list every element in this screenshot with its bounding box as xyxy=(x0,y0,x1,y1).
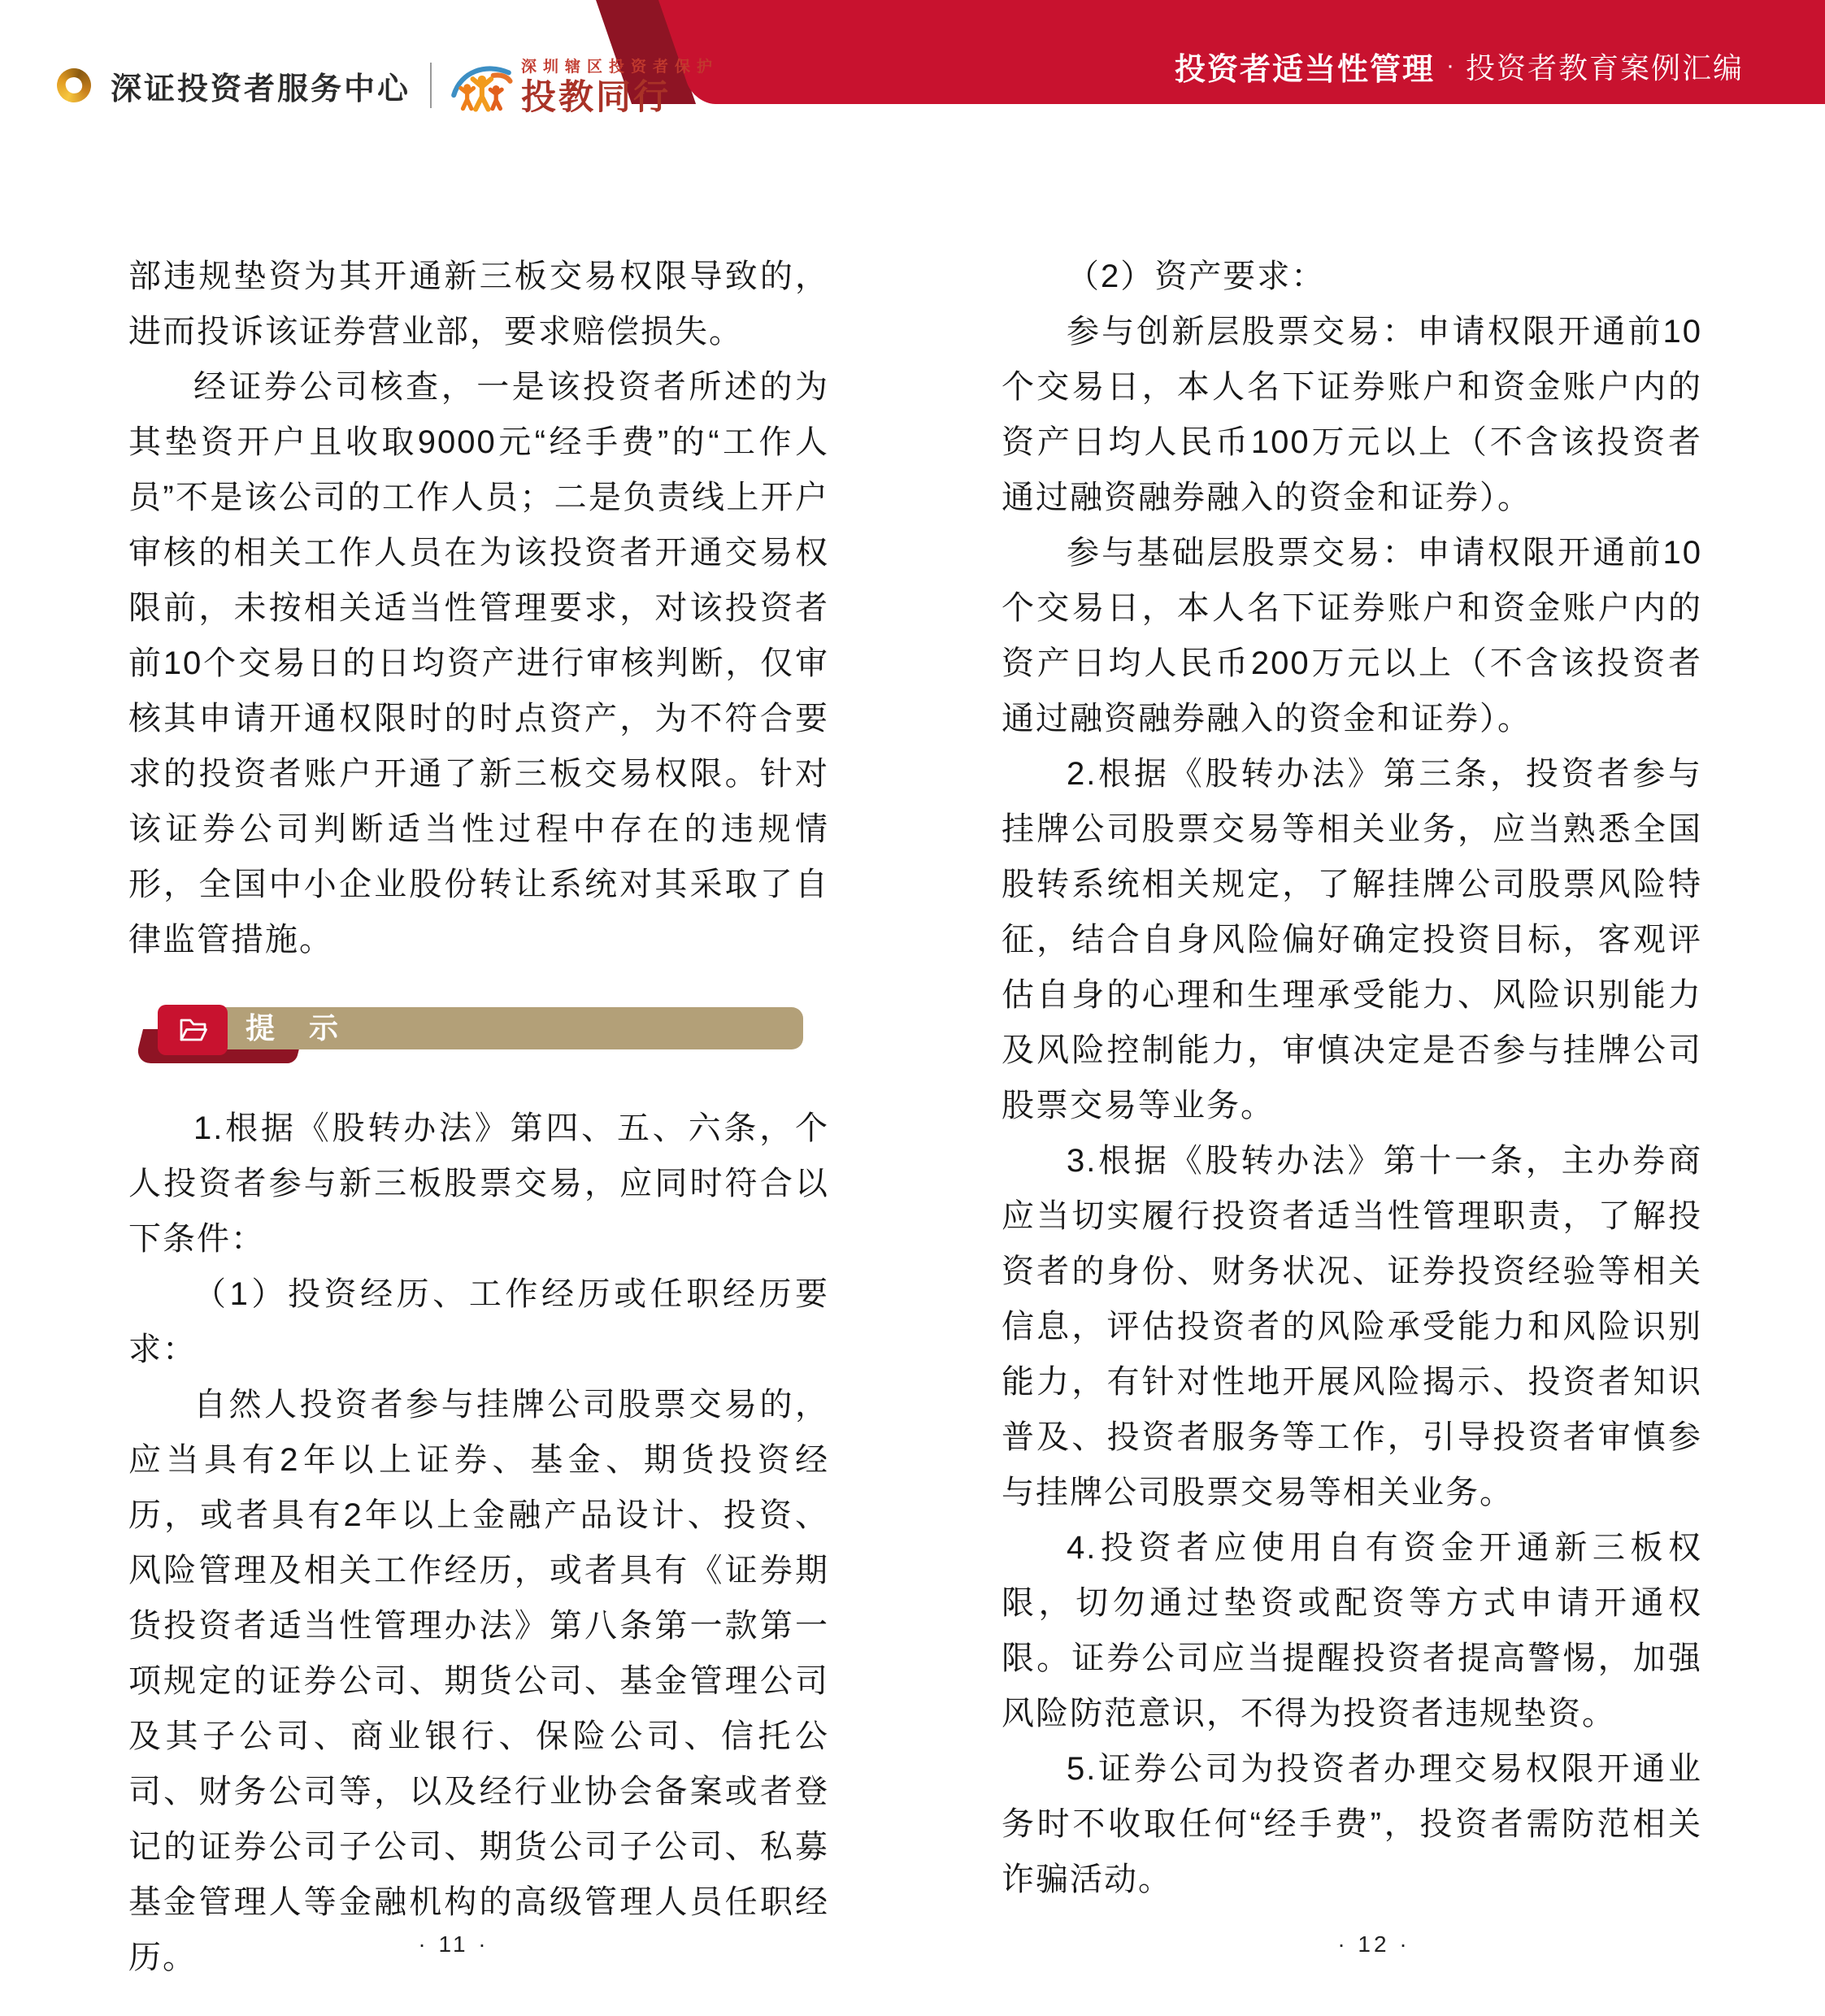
brand-left-title: 深证投资者服务中心 xyxy=(111,72,411,106)
left-column xyxy=(128,249,829,1985)
page-number-right: · 12 · xyxy=(1337,1931,1410,1957)
brand-right-logo xyxy=(450,54,719,116)
gold-ring-icon xyxy=(53,64,94,106)
brand-logos xyxy=(57,55,719,115)
right-column xyxy=(1002,249,1702,1907)
tip-paragraph: 1.根据《股转办法》第四、五、六条，个人投资者参与新三板股票交易，应同时符合以下条件： xyxy=(128,1110,829,1257)
brand-right-name: 投教同行 xyxy=(521,78,671,117)
paragraph: 4.投资者应使用自有资金开通新三板权限，切勿通过垫资或配资等方式申请开通权限。证券公司应当提醒投资者提高警惕，加强风险防范意识，不得为投资者违规垫资。 xyxy=(1002,1530,1702,1731)
banner-title-bold: 投资者适当性管理 xyxy=(1174,52,1435,87)
paragraph: （2）资产要求： xyxy=(1067,259,1326,294)
paragraph: 2.根据《股转办法》第三条，投资者参与挂牌公司股票交易等相关业务，应当熟悉全国股转系统相关规定，了解挂牌公司股票风险特征，结合自身风险偏好确定投资目标，客观评估自身的心理和生理承受能力、风险识别能力及风险控制能力，审慎决定是否参与挂牌公司股票交易等业务。 xyxy=(1002,756,1702,1123)
paragraph: 部违规垫资为其开通新三板交易权限导致的，进而投诉该证券营业部，要求赔偿损失。 xyxy=(128,259,829,350)
tip-label: 提 示 xyxy=(246,1011,352,1045)
page-header xyxy=(0,0,1825,122)
paragraph: 3.根据《股转办法》第十一条，主办券商应当切实履行投资者适当性管理职责，了解投资者的身份、财务状况、证券投资经验等相关信息，评估投资者的风险承受能力和风险识别能力，有针对性地开展风险揭示、投资者知识普及、投资者服务等工作，引导投资者审慎参与挂牌公司股票交易等相关业务。 xyxy=(1002,1143,1702,1510)
folder-icon xyxy=(176,1015,209,1045)
page-number-left: · 11 · xyxy=(418,1931,489,1957)
header-banner-title xyxy=(1175,46,1744,86)
brand-right-text xyxy=(521,54,719,116)
tip-paragraph: 自然人投资者参与挂牌公司股票交易的，应当具有2年以上证券、基金、期货投资经历，或者具有2年以上金融产品设计、投资、风险管理及相关工作经历，或者具有《证券期货投资者适当性管理办法》第八条第一款第一项规定的证券公司、期货公司、基金管理公司及其子公司、商业银行、保险公司、信托公司、财务公司等，以及经行业协会备案或者登记的证券公司子公司、期货公司子公司、私募基金管理人等金融机构的高级管理人员任职经历。 xyxy=(128,1387,829,1975)
brand-right-tagline: 深圳辖区投资者保护 xyxy=(521,59,719,76)
paragraph: 参与基础层股票交易：申请权限开通前10个交易日，本人名下证券账户和资金账户内的资产日均人民币200万元以上（不含该投资者通过融资融券融入的资金和证券）。 xyxy=(1002,535,1702,736)
people-arc-icon xyxy=(450,59,513,112)
paragraph: 5.证券公司为投资者办理交易权限开通业务时不收取任何“经手费”，投资者需防范相关诈骗活动。 xyxy=(1002,1751,1702,1897)
tip-paragraph: （1）投资经历、工作经历或任职经历要求： xyxy=(128,1276,829,1367)
paragraph: 经证券公司核查，一是该投资者所述的为其垫资开户且收取9000元“经手费”的“工作人员”不是该公司的工作人员；二是负责线上开户审核的相关工作人员在为该投资者开通交易权限前，未按相关适当性管理要求，对该投资者前10个交易日的日均资产进行审核判断，仅审核其申请开通权限时的时点资产，为不符合要求的投资者账户开通了新三板交易权限。针对该证券公司判断适当性过程中存在的违规情形，全国中小企业股份转让系统对其采取了自律监管措施。 xyxy=(128,369,829,958)
banner-title-regular: 投资者教育案例汇编 xyxy=(1465,50,1744,85)
tip-badge xyxy=(140,1005,829,1055)
paragraph: 参与创新层股票交易：申请权限开通前10个交易日，本人名下证券账户和资金账户内的资产日均人民币100万元以上（不含该投资者通过融资融券融入的资金和证券）。 xyxy=(1002,314,1702,515)
banner-title-separator: · xyxy=(1445,52,1454,79)
tip-badge-tab xyxy=(158,1005,228,1055)
brand-divider xyxy=(430,63,432,108)
